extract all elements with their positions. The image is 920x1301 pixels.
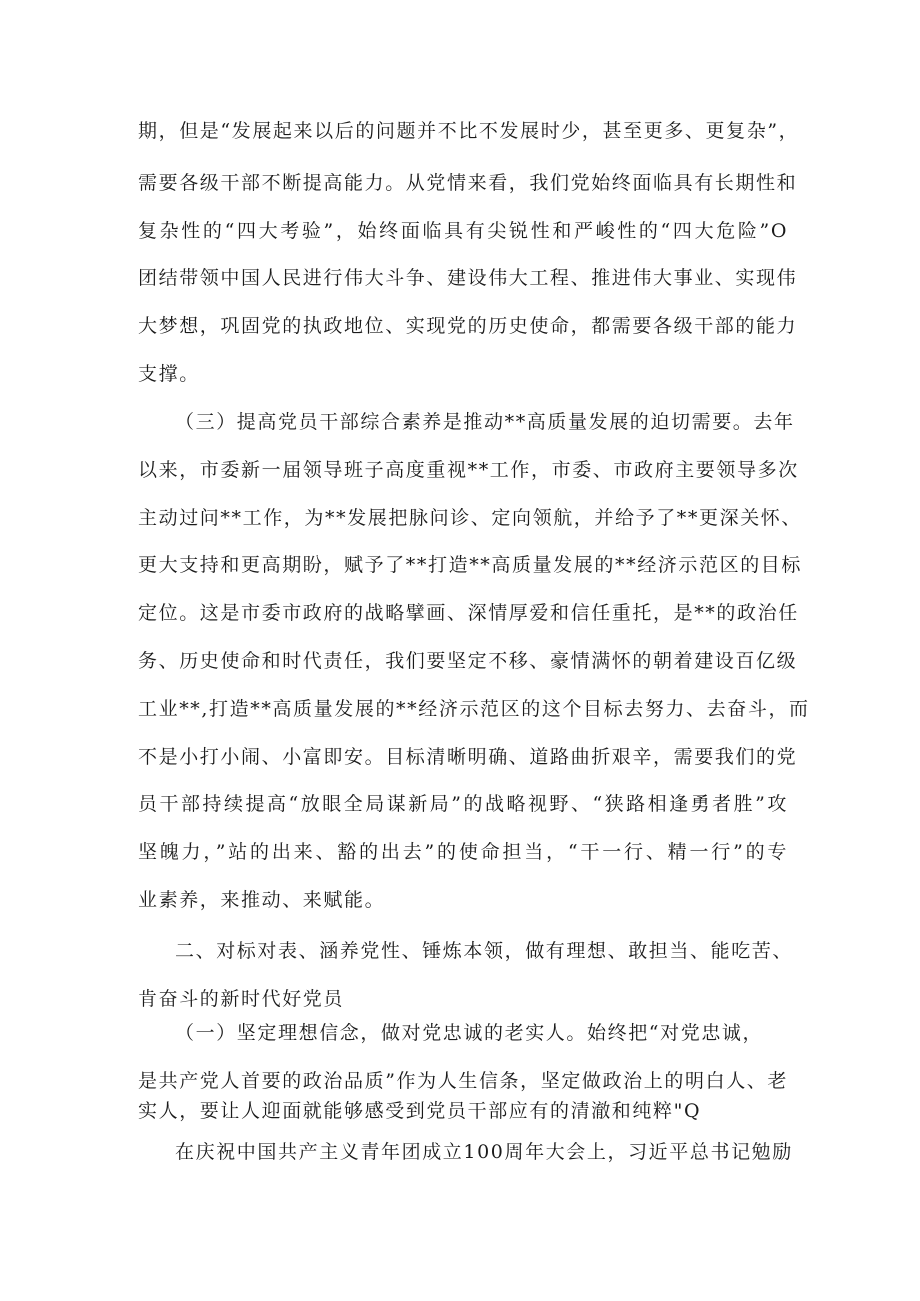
text-line: 期，但是“发展起来以后的问题并不比不发展时少，甚至更多、更复杂”，: [138, 120, 800, 142]
text-line: 坚魄力，”站的出来、豁的出去”的使命担当，“干一行、精一行”的专: [138, 841, 788, 863]
text-line: 员干部持续提高“放眼全局谋新局”的战略视野、“狭路相逢勇者胜”攻: [138, 793, 788, 815]
text-line: 支撑。: [138, 363, 200, 385]
text-line: 大梦想，巩固党的执政地位、实现党的历史使命，都需要各级干部的能力: [138, 315, 798, 337]
text-line: 团结带领中国人民进行伟大斗争、建设伟大工程、推进伟大事业、实现伟: [138, 267, 798, 289]
text-line: （一）坚定理想信念，做对党忠诚的老实人。始终把“对党忠诚，: [175, 1022, 764, 1044]
text-line: 工业**,打造**高质量发展的**经济示范区的这个目标去努力、去奋斗，而: [138, 698, 810, 720]
text-line: 以来，市委新一届领导班子高度重视**工作，市委、市政府主要领导多次: [138, 459, 799, 481]
text-line: 务、历史使命和时代责任，我们要坚定不移、豪情满怀的朝着建设百亿级: [138, 650, 798, 672]
text-line: 实人，要让人迎面就能够感受到党员干部应有的清澈和纯粹"Q: [138, 1100, 702, 1122]
text-line: （三）提高党员干部综合素养是推动**高质量发展的迫切需要。去年: [175, 411, 795, 433]
text-line: 更大支持和更高期盼，赋予了**打造**高质量发展的**经济示范区的目标: [138, 554, 803, 576]
text-line: 肯奋斗的新时代好党员: [138, 988, 345, 1010]
text-line: 复杂性的“四大考验”，始终面临具有尖锐性和严峻性的“四大危险”O: [138, 220, 788, 242]
text-line: 不是小打小闹、小富即安。目标清晰明确、道路曲折艰辛，需要我们的党: [138, 746, 798, 768]
text-line: 定位。这是市委市政府的战略擘画、深情厚爱和信任重托，是**的政治任: [138, 602, 799, 624]
text-line: 需要各级干部不断提高能力。从党情来看，我们党始终面临具有长期性和: [138, 172, 798, 194]
text-line: 是共产党人首要的政治品质”作为人生信条，坚定做政治上的明白人、老: [138, 1070, 788, 1092]
text-line: 在庆祝中国共产主义青年团成立100周年大会上，习近平总书记勉励: [175, 1141, 793, 1163]
text-line: 主动过问**工作，为**发展把脉问诊、定向领航，并给予了**更深关怀、: [138, 507, 803, 529]
text-line: 二、对标对表、涵养党性、锤炼本领，做有理想、敢担当、能吃苦、: [175, 940, 794, 962]
text-line: 业素养，来推动、来赋能。: [138, 889, 386, 911]
